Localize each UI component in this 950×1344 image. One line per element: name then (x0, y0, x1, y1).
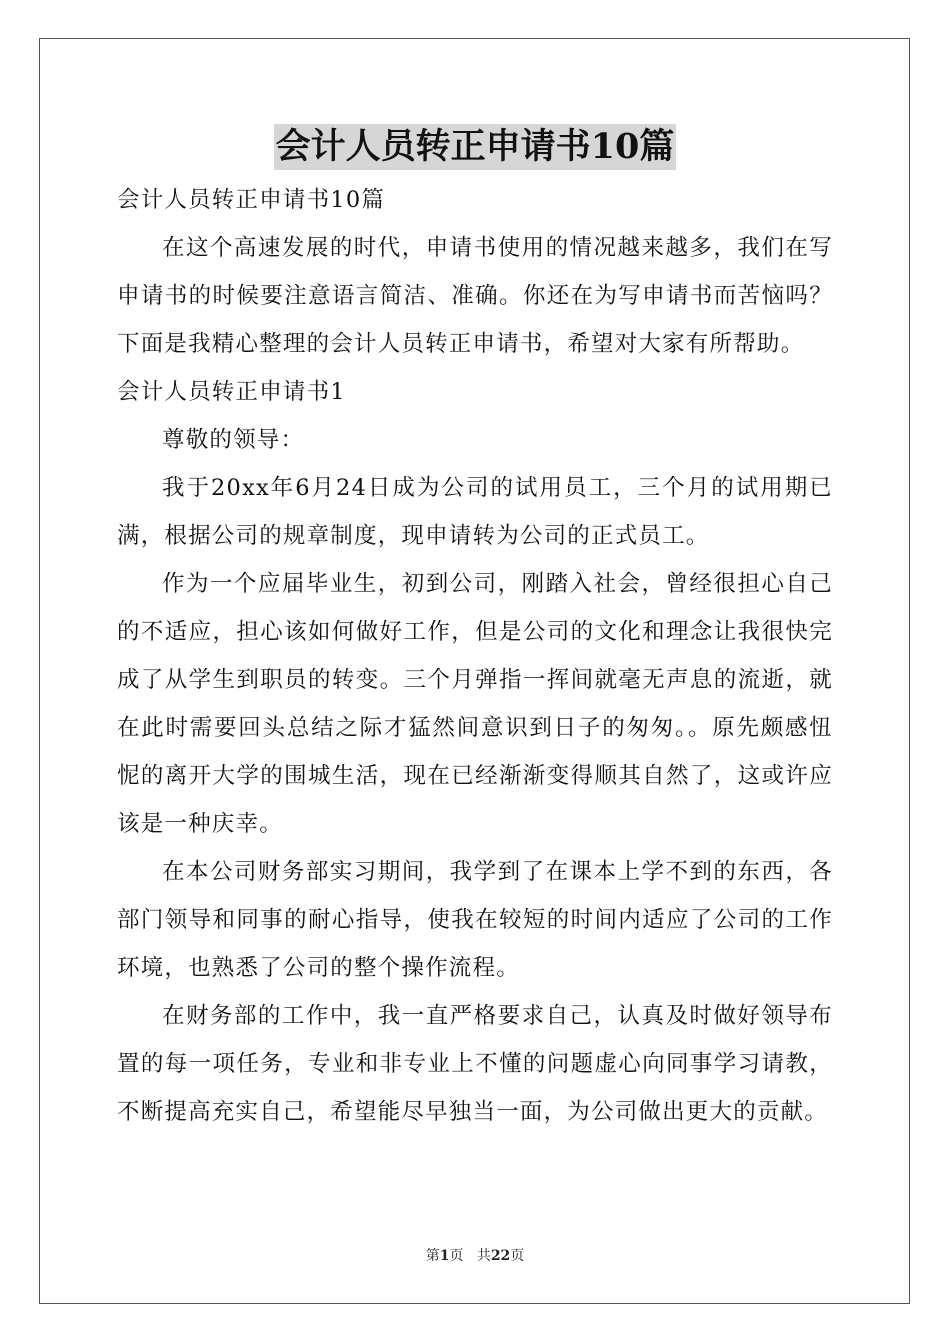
paragraph: 在这个高速发展的时代，申请书使用的情况越来越多，我们在写申请书的时候要注意语言简洁、准确。你还在为写申请书而苦恼吗？下面是我精心整理的会计人员转正申请书，希望对大家有所帮助。 (117, 235, 833, 357)
paragraph: 我于20xx年6月24日成为公司的试用员工，三个月的试用期已满，根据公司的规章制度，现申请转为公司的正式员工。 (117, 475, 833, 549)
page-suffix: 页 (449, 1248, 464, 1264)
page-prefix: 第 (425, 1248, 440, 1264)
paragraph: 作为一个应届毕业生，初到公司，刚踏入社会，曾经很担心自己的不适应，担心该如何做好工作，但是公司的文化和理念让我很快完成了从学生到职员的转变。三个月弹指一挥间就毫无声息的流逝，就在此时需要回头总结之际才猛然间意识到日子的匆匆。。原先颇感忸怩的离开大学的围城生活，现在已经渐渐变得顺其自然了，这或许应该是一种庆幸。 (117, 571, 833, 837)
page-footer (0, 1246, 950, 1266)
paragraph: 在本公司财务部实习期间，我学到了在课本上学不到的东西，各部门领导和同事的耐心指导，使我在较短的时间内适应了公司的工作环境，也熟悉了公司的整个操作流程。 (117, 859, 833, 981)
document-title: 会计人员转正申请书10篇 (274, 124, 677, 170)
page-total: 22 (490, 1248, 511, 1264)
section-heading: 会计人员转正申请书1 (117, 379, 346, 405)
page-current: 1 (439, 1248, 450, 1264)
total-prefix: 共 (476, 1248, 491, 1264)
paragraph: 在财务部的工作中，我一直严格要求自己，认真及时做好领导布置的每一项任务，专业和非专业上不懂的问题虚心向同事学习请教，不断提高充实自己，希望能尽早独当一面，为公司做出更大的贡献。 (117, 1003, 833, 1125)
salutation: 尊敬的领导： (162, 427, 305, 453)
paragraph: 会计人员转正申请书10篇 (117, 187, 386, 213)
total-suffix: 页 (510, 1248, 525, 1264)
document-body (117, 176, 833, 1136)
title-wrap (0, 124, 950, 170)
